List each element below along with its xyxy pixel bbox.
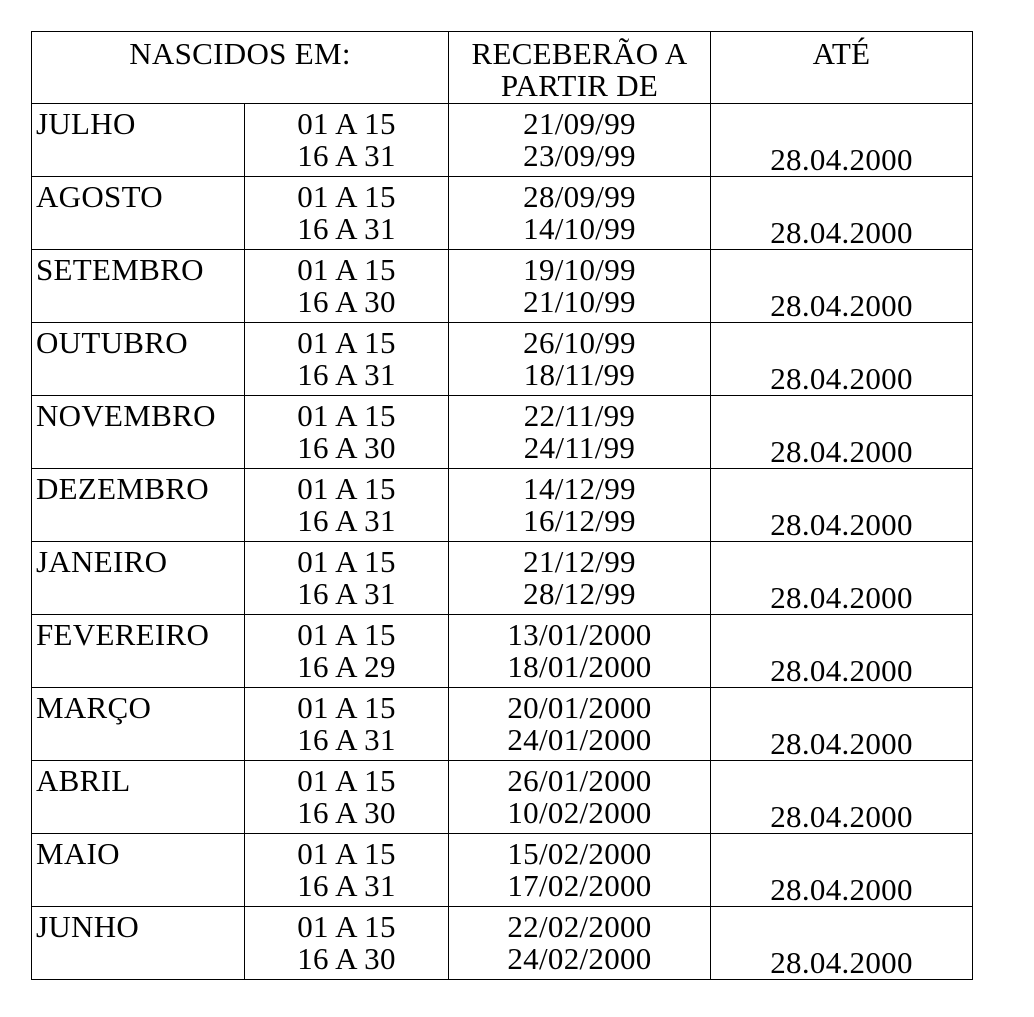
month-cell: JANEIRO — [32, 542, 245, 615]
day-range-second: 16 A 31 — [297, 357, 396, 392]
table-row — [32, 250, 973, 323]
table-row — [32, 761, 973, 834]
table-row — [32, 907, 973, 980]
receive-from-cell — [449, 469, 711, 542]
receive-from-second: 23/09/99 — [523, 138, 636, 173]
day-range-second: 16 A 31 — [297, 138, 396, 173]
receive-from-cell — [449, 542, 711, 615]
day-range-second: 16 A 31 — [297, 868, 396, 903]
day-range-cell — [245, 469, 449, 542]
month-cell: OUTUBRO — [32, 323, 245, 396]
receive-from-second: 18/11/99 — [523, 357, 636, 392]
receive-from-cell — [449, 396, 711, 469]
receive-from-second: 24/11/99 — [523, 430, 636, 465]
receive-from-second: 21/10/99 — [523, 284, 636, 319]
day-range-second: 16 A 30 — [297, 430, 396, 465]
until-cell: 28.04.2000 — [711, 907, 973, 980]
receive-from-first: 21/12/99 — [523, 544, 636, 579]
day-range-first: 01 A 15 — [297, 690, 396, 725]
receive-from-first: 15/02/2000 — [507, 836, 652, 871]
table-row — [32, 542, 973, 615]
table-row — [32, 177, 973, 250]
day-range-first: 01 A 15 — [297, 179, 396, 214]
day-range-cell — [245, 250, 449, 323]
day-range-cell — [245, 104, 449, 177]
day-range-cell — [245, 761, 449, 834]
day-range-first: 01 A 15 — [297, 763, 396, 798]
month-cell: FEVEREIRO — [32, 615, 245, 688]
month-cell: AGOSTO — [32, 177, 245, 250]
header-row — [32, 32, 973, 104]
receive-from-second: 14/10/99 — [523, 211, 636, 246]
table-row — [32, 688, 973, 761]
receive-from-first: 19/10/99 — [523, 252, 636, 287]
receive-from-first: 13/01/2000 — [507, 617, 652, 652]
day-range-cell — [245, 323, 449, 396]
month-cell: JUNHO — [32, 907, 245, 980]
receive-from-first: 20/01/2000 — [507, 690, 652, 725]
payment-schedule-table — [31, 31, 973, 980]
until-cell: 28.04.2000 — [711, 761, 973, 834]
receive-from-first: 28/09/99 — [523, 179, 636, 214]
receive-from-cell — [449, 907, 711, 980]
receive-from-first: 26/10/99 — [523, 325, 636, 360]
until-cell: 28.04.2000 — [711, 542, 973, 615]
receive-from-first: 22/11/99 — [523, 398, 636, 433]
header-born-in — [32, 32, 449, 104]
day-range-first: 01 A 15 — [297, 909, 396, 944]
until-cell: 28.04.2000 — [711, 177, 973, 250]
day-range-second: 16 A 31 — [297, 503, 396, 538]
day-range-cell — [245, 907, 449, 980]
day-range-first: 01 A 15 — [297, 398, 396, 433]
receive-from-cell — [449, 688, 711, 761]
day-range-second: 16 A 30 — [297, 284, 396, 319]
month-cell: JULHO — [32, 104, 245, 177]
receive-from-cell — [449, 177, 711, 250]
day-range-cell — [245, 177, 449, 250]
month-cell: MAIO — [32, 834, 245, 907]
receive-from-second: 10/02/2000 — [507, 795, 652, 830]
day-range-second: 16 A 31 — [297, 211, 396, 246]
receive-from-second: 28/12/99 — [523, 576, 636, 611]
header-born-in-label: NASCIDOS EM: — [129, 36, 351, 71]
header-receive-from-line1: RECEBERÃO A — [471, 36, 688, 71]
day-range-first: 01 A 15 — [297, 836, 396, 871]
until-cell: 28.04.2000 — [711, 396, 973, 469]
day-range-first: 01 A 15 — [297, 544, 396, 579]
receive-from-cell — [449, 834, 711, 907]
day-range-cell — [245, 396, 449, 469]
day-range-cell — [245, 615, 449, 688]
table-row — [32, 323, 973, 396]
day-range-first: 01 A 15 — [297, 252, 396, 287]
day-range-first: 01 A 15 — [297, 617, 396, 652]
day-range-cell — [245, 542, 449, 615]
month-cell: NOVEMBRO — [32, 396, 245, 469]
day-range-first: 01 A 15 — [297, 106, 396, 141]
until-cell: 28.04.2000 — [711, 104, 973, 177]
receive-from-second: 17/02/2000 — [507, 868, 652, 903]
receive-from-first: 21/09/99 — [523, 106, 636, 141]
header-until-label: ATÉ — [812, 36, 871, 71]
day-range-first: 01 A 15 — [297, 325, 396, 360]
until-cell: 28.04.2000 — [711, 615, 973, 688]
receive-from-cell — [449, 323, 711, 396]
receive-from-cell — [449, 761, 711, 834]
receive-from-second: 24/02/2000 — [507, 941, 652, 976]
month-cell: SETEMBRO — [32, 250, 245, 323]
receive-from-first: 22/02/2000 — [507, 909, 652, 944]
header-until — [711, 32, 973, 104]
receive-from-second: 18/01/2000 — [507, 649, 652, 684]
table-row — [32, 396, 973, 469]
receive-from-second: 16/12/99 — [523, 503, 636, 538]
receive-from-first: 26/01/2000 — [507, 763, 652, 798]
receive-from-cell — [449, 615, 711, 688]
until-cell: 28.04.2000 — [711, 323, 973, 396]
header-receive-from-line2: PARTIR DE — [500, 68, 659, 103]
table-row — [32, 615, 973, 688]
receive-from-second: 24/01/2000 — [507, 722, 652, 757]
day-range-second: 16 A 31 — [297, 576, 396, 611]
header-receive-from — [449, 32, 711, 104]
day-range-second: 16 A 31 — [297, 722, 396, 757]
day-range-cell — [245, 688, 449, 761]
day-range-cell — [245, 834, 449, 907]
until-cell: 28.04.2000 — [711, 250, 973, 323]
until-cell: 28.04.2000 — [711, 688, 973, 761]
until-cell: 28.04.2000 — [711, 834, 973, 907]
receive-from-cell — [449, 104, 711, 177]
table-row — [32, 834, 973, 907]
day-range-second: 16 A 30 — [297, 941, 396, 976]
month-cell: ABRIL — [32, 761, 245, 834]
day-range-second: 16 A 29 — [297, 649, 396, 684]
day-range-second: 16 A 30 — [297, 795, 396, 830]
month-cell: DEZEMBRO — [32, 469, 245, 542]
receive-from-first: 14/12/99 — [523, 471, 636, 506]
month-cell: MARÇO — [32, 688, 245, 761]
receive-from-cell — [449, 250, 711, 323]
day-range-first: 01 A 15 — [297, 471, 396, 506]
table-row — [32, 104, 973, 177]
until-cell: 28.04.2000 — [711, 469, 973, 542]
table-row — [32, 469, 973, 542]
